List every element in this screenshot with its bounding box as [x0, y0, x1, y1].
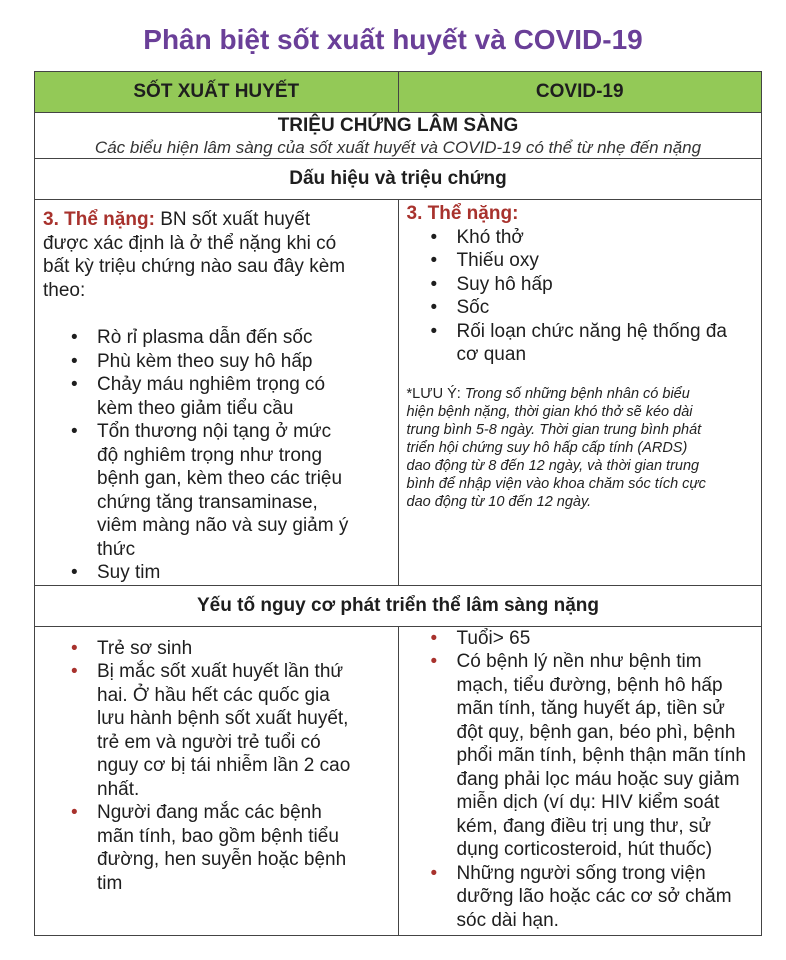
- list-item: • Khó thở: [457, 226, 754, 250]
- risk-row: [35, 626, 762, 935]
- list-item: • Trẻ sơ sinh: [97, 637, 390, 661]
- dengue-severe-list: [43, 326, 390, 585]
- clinical-section-row: [35, 113, 762, 159]
- dengue-severe-label: 3. Thể nặng:: [43, 209, 155, 230]
- list-item: • Suy hô hấp: [457, 273, 754, 297]
- list-item: • Người đang mắc các bệnh mãn tính, bao gồm bệnh tiểu đường, hen suyễn hoặc bệnh tim: [97, 801, 390, 895]
- covid-risk-cell: [398, 626, 762, 935]
- list-item: • Phù kèm theo suy hô hấp: [97, 350, 390, 374]
- covid-risk-list: [407, 627, 754, 933]
- signs-heading-row: [35, 159, 762, 200]
- severe-row: [35, 200, 762, 586]
- list-item: • Rối loạn chức năng hệ thống đa cơ quan: [457, 320, 754, 367]
- list-item: • Sốc: [457, 296, 754, 320]
- clinical-section: [35, 113, 762, 159]
- list-item: • Chảy máu nghiêm trọng có kèm theo giảm tiểu cầu: [97, 373, 390, 420]
- list-item: • Suy tim: [97, 561, 390, 585]
- clinical-subheading: Các biểu hiện lâm sàng của sốt xuất huyết và COVID-19 có thể từ nhẹ đến nặng: [94, 138, 702, 157]
- dengue-severe-cell: [35, 200, 399, 586]
- list-item: • Tổn thương nội tạng ở mức độ nghiêm trọng như trong bệnh gan, kèm theo các triệu chứng tăng transaminase, viêm màng não và suy giảm ý thức: [97, 420, 390, 561]
- list-item: • Tuổi> 65: [457, 627, 754, 651]
- column-header-dengue: SỐT XUẤT HUYẾT: [35, 72, 399, 113]
- risk-heading-row: [35, 585, 762, 626]
- list-item: • Bị mắc sốt xuất huyết lần thứ hai. Ở hầu hết các quốc gia lưu hành bệnh sốt xuất huyết, trẻ em và người trẻ tuổi có nguy cơ bị tái nhiễm lần 2 cao nhất.: [97, 660, 390, 801]
- covid-severe-list: [407, 226, 754, 367]
- list-item: • Có bệnh lý nền như bệnh tim mạch, tiểu đường, bệnh hô hấp mãn tính, tăng huyết áp, tiền sử đột quỵ, bệnh gan, béo phì, bệnh phổi mãn tính, bệnh thận mãn tính đang phải lọc máu hoặc suy giảm miễn dịch (ví dụ: HIV kiểm soát kém, đang điều trị ung thư, sử dụng corticosteroid, hút thuốc): [457, 650, 754, 862]
- page-title: Phân biệt sốt xuất huyết và COVID-19: [143, 24, 643, 55]
- comparison-table: [34, 71, 762, 936]
- covid-severe-label: 3. Thể nặng:: [406, 203, 519, 224]
- dengue-risk-list: [43, 637, 390, 896]
- covid-note: *LƯU Ý: Trong số những bệnh nhân có biểu hiện bệnh nặng, thời gian khó thở sẽ kéo dài trung bình 5-8 ngày. Thời gian trung bình phát triển hội chứng suy hô hấp cấp tính (ARDS) dao động từ 8 đến 12 ngày, và thời gian trung bình để nhập viện vào khoa chăm sóc tích cực dao động từ 10 đến 12 ngày.: [406, 385, 706, 510]
- covid-note-label: *LƯU Ý:: [406, 385, 461, 402]
- list-item: • Những người sống trong viện dưỡng lão hoặc các cơ sở chăm sóc dài hạn.: [457, 862, 754, 933]
- clinical-heading: TRIỆU CHỨNG LÂM SÀNG: [277, 115, 519, 136]
- table-header-row: [35, 72, 762, 113]
- dengue-risk-cell: [35, 626, 399, 935]
- list-item: • Thiếu oxy: [457, 249, 754, 273]
- risk-heading: Yếu tố nguy cơ phát triển thể lâm sàng nặng: [35, 585, 762, 626]
- signs-heading: Dấu hiệu và triệu chứng: [35, 159, 762, 200]
- column-header-covid: COVID-19: [398, 72, 762, 113]
- list-item: • Rò rỉ plasma dẫn đến sốc: [97, 326, 390, 350]
- dengue-severe-intro: 3. Thể nặng: BN sốt xuất huyết được xác định là ở thể nặng khi có bất kỳ triệu chứng nào sau đây kèm theo:: [43, 209, 346, 301]
- covid-severe-cell: [398, 200, 762, 586]
